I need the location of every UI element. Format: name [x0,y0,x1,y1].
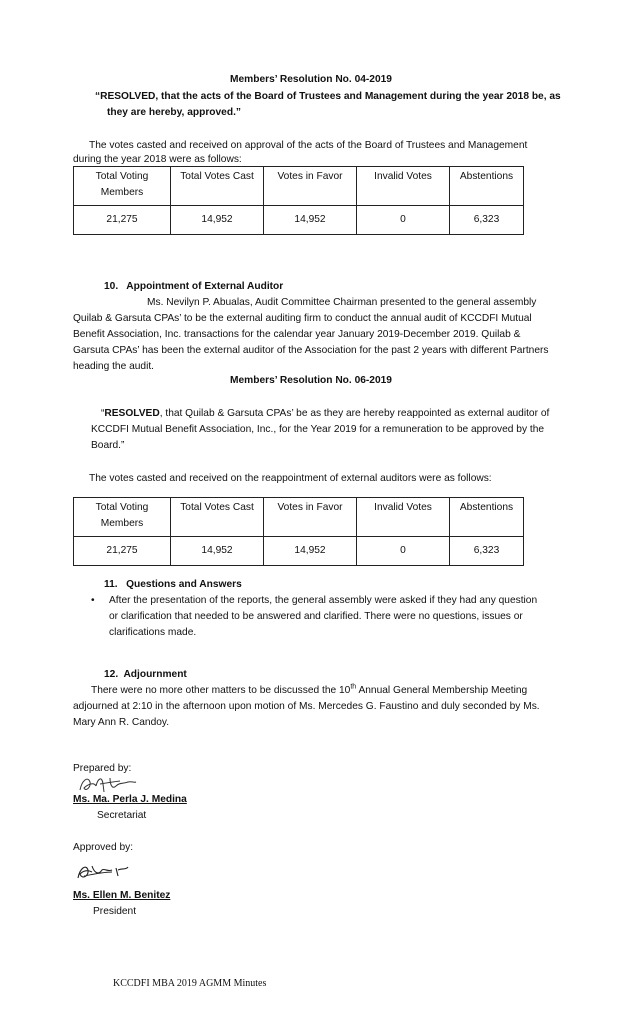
votes-intro-2: The votes casted and received on the reappointment of external auditors were as follows: [89,473,492,484]
resolution-06-text-rest: , that Quilab & Garsuta CPAs’ be as they are hereby reappointed as external auditor of [159,408,550,419]
section-12-line1-a: There were no more other matters to be discussed the 10 [91,685,351,696]
section-11-line2: or clarification that needed to be answered and clarified. There were no questions, issues or [109,611,523,622]
votes-intro-1-line2: during the year 2018 were as follows: [73,154,242,165]
table-header-row [74,167,524,206]
header-abstentions: Abstentions [450,498,524,537]
section-11-heading: 11. Questions and Answers [104,579,242,590]
ordinal-suffix: th [350,683,357,691]
section-10-para-line2: Quilab & Garsuta CPAs’ to be the external auditing firm to conduct the annual audit of KCCDFI Mutual [73,313,532,324]
section-10-heading: 10. Appointment of External Auditor [104,281,284,292]
resolution-06-text-line1 [101,406,549,423]
header-total-votes-cast: Total Votes Cast [171,498,264,537]
resolution-04-title: Members’ Resolution No. 04-2019 [230,74,392,85]
votes-intro-1-line1: The votes casted and received on approval of the acts of the Board of Trustees and Management [89,140,528,151]
section-10-para-line5: heading the audit. [73,361,155,372]
header-total-voting-members: Total Voting Members [74,498,171,537]
resolution-06-title: Members’ Resolution No. 06-2019 [230,375,392,386]
resolution-04-text-line2: they are hereby, approved.” [107,107,241,118]
cell-votes-in-favor: 14,952 [264,206,357,235]
header-total-voting-members: Total Voting Members [74,167,171,206]
approved-by-label: Approved by: [73,842,134,853]
signature-benitez-icon [74,858,134,884]
header-invalid-votes: Invalid Votes [357,167,450,206]
section-10-para-line3: Benefit Association, Inc. transactions for the calendar year January 2019-December 2019. Quilab & [73,329,521,340]
section-12-line3: Mary Ann R. Candoy. [73,717,170,728]
cell-total-voting-members: 21,275 [74,537,171,566]
cell-invalid-votes: 0 [357,206,450,235]
header-votes-in-favor: Votes in Favor [264,498,357,537]
resolution-06-text-line2: KCCDFI Mutual Benefit Association, Inc., for the Year 2019 for a remuneration to be approved by the [91,424,545,435]
section-12-heading: 12. Adjournment [104,669,187,680]
prepared-by-label: Prepared by: [73,763,132,774]
header-votes-in-favor: Votes in Favor [264,167,357,206]
cell-total-votes-cast: 14,952 [171,206,264,235]
section-12-line1 [91,683,527,700]
header-invalid-votes: Invalid Votes [357,498,450,537]
approved-by-role: President [93,906,137,917]
section-10-para-line1: Ms. Nevilyn P. Abualas, Audit Committee Chairman presented to the general assembly [147,297,537,308]
approved-by-name: Ms. Ellen M. Benitez [73,890,171,901]
section-11-line1: After the presentation of the reports, the general assembly were asked if they had any question [109,595,538,606]
resolved-keyword: RESOLVED [104,408,160,419]
open-quote: “ [101,408,105,419]
section-11-line3: clarifications made. [109,627,197,638]
prepared-by-name: Ms. Ma. Perla J. Medina [73,794,187,805]
page-footer: KCCDFI MBA 2019 AGMM Minutes [113,978,267,989]
section-12-line2: adjourned at 2:10 in the afternoon upon motion of Ms. Mercedes G. Faustino and duly seconded by Ms. [73,701,540,712]
cell-invalid-votes: 0 [357,537,450,566]
table-header-row [74,498,524,537]
header-abstentions: Abstentions [450,167,524,206]
votes-table-1 [73,166,524,235]
section-12-line1-b: Annual General Membership Meeting [356,685,528,696]
votes-table-2 [73,497,524,566]
prepared-by-role: Secretariat [97,810,147,821]
section-10-para-line4: Garsuta CPAs’ has been the external auditor of the Association for the past 2 years with different Partners [73,345,549,356]
cell-total-voting-members: 21,275 [74,206,171,235]
resolution-04-text-line1: “RESOLVED, that the acts of the Board of Trustees and Management during the year 2018 be, as [95,91,561,102]
cell-abstentions: 6,323 [450,537,524,566]
cell-votes-in-favor: 14,952 [264,537,357,566]
cell-total-votes-cast: 14,952 [171,537,264,566]
resolution-06-text-line3: Board.” [91,440,125,451]
header-total-votes-cast: Total Votes Cast [171,167,264,206]
table-row [74,537,524,566]
table-row [74,206,524,235]
cell-abstentions: 6,323 [450,206,524,235]
bullet: • [91,595,95,606]
